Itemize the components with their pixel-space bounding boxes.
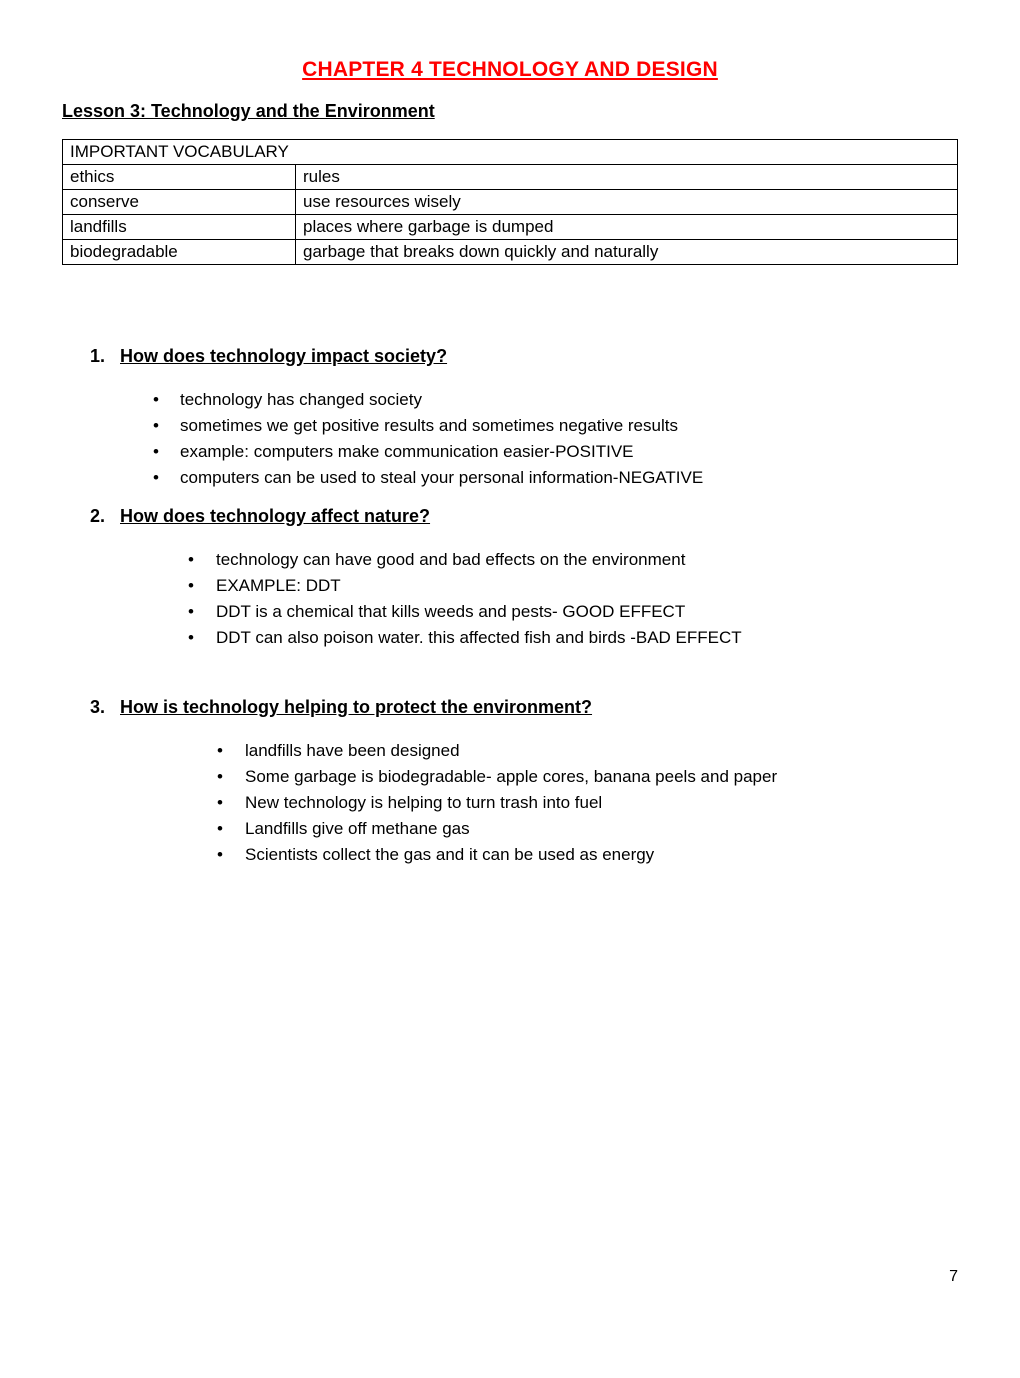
document-content — [0, 58, 1020, 868]
section-heading — [90, 697, 958, 718]
bullet-item: • DDT can also poison water. this affected fish and birds -BAD EFFECT — [216, 625, 958, 651]
bullet-item: • computers can be used to steal your personal information-NEGATIVE — [180, 465, 958, 491]
bullet-item: • sometimes we get positive results and sometimes negative results — [180, 413, 958, 439]
section-heading-text: How does technology impact society? — [120, 346, 448, 366]
term-cell: conserve — [63, 190, 296, 215]
term-cell: landfills — [63, 215, 296, 240]
bullet-item: • Scientists collect the gas and it can be used as energy — [245, 842, 958, 868]
table-row — [63, 190, 958, 215]
bullet-item: • DDT is a chemical that kills weeds and pests- GOOD EFFECT — [216, 599, 958, 625]
bullet-list — [90, 547, 958, 651]
definition-cell: places where garbage is dumped — [296, 215, 958, 240]
vocab-table-header: IMPORTANT VOCABULARY — [63, 140, 958, 165]
bullet-item: • Some garbage is biodegradable- apple cores, banana peels and paper — [245, 764, 958, 790]
term-cell: ethics — [63, 165, 296, 190]
bullet-item: • technology has changed society — [180, 387, 958, 413]
bullet-item: • New technology is helping to turn trash into fuel — [245, 790, 958, 816]
section-heading-text: How does technology affect nature? — [120, 506, 431, 526]
section-number: 1. — [90, 346, 106, 366]
definition-cell: garbage that breaks down quickly and naturally — [296, 240, 958, 265]
section-heading-text: How is technology helping to protect the environment? — [120, 697, 593, 717]
section-heading — [90, 346, 958, 367]
document-page — [0, 58, 1020, 1378]
page-title: CHAPTER 4 TECHNOLOGY AND DESIGN — [302, 58, 718, 81]
bullet-item: • EXAMPLE: DDT — [216, 573, 958, 599]
bullet-list — [90, 387, 958, 491]
vocab-table — [62, 139, 958, 265]
table-row — [63, 215, 958, 240]
bullet-item: • example: computers make communication easier-POSITIVE — [180, 439, 958, 465]
lesson-heading: Lesson 3: Technology and the Environment — [62, 101, 435, 121]
section-1 — [90, 346, 958, 491]
bullet-list — [90, 738, 958, 868]
section-3 — [90, 697, 958, 868]
page-number: 7 — [949, 1268, 958, 1285]
term-cell: biodegradable — [63, 240, 296, 265]
bullet-item: • landfills have been designed — [245, 738, 958, 764]
definition-cell: rules — [296, 165, 958, 190]
bullet-item: • technology can have good and bad effects on the environment — [216, 547, 958, 573]
section-number: 3. — [90, 697, 106, 717]
section-number: 2. — [90, 506, 106, 526]
bullet-item: • Landfills give off methane gas — [245, 816, 958, 842]
section-heading — [90, 506, 958, 527]
table-row — [63, 165, 958, 190]
table-row — [63, 240, 958, 265]
definition-cell: use resources wisely — [296, 190, 958, 215]
vocab-table-header-row — [63, 140, 958, 165]
section-2 — [90, 506, 958, 651]
